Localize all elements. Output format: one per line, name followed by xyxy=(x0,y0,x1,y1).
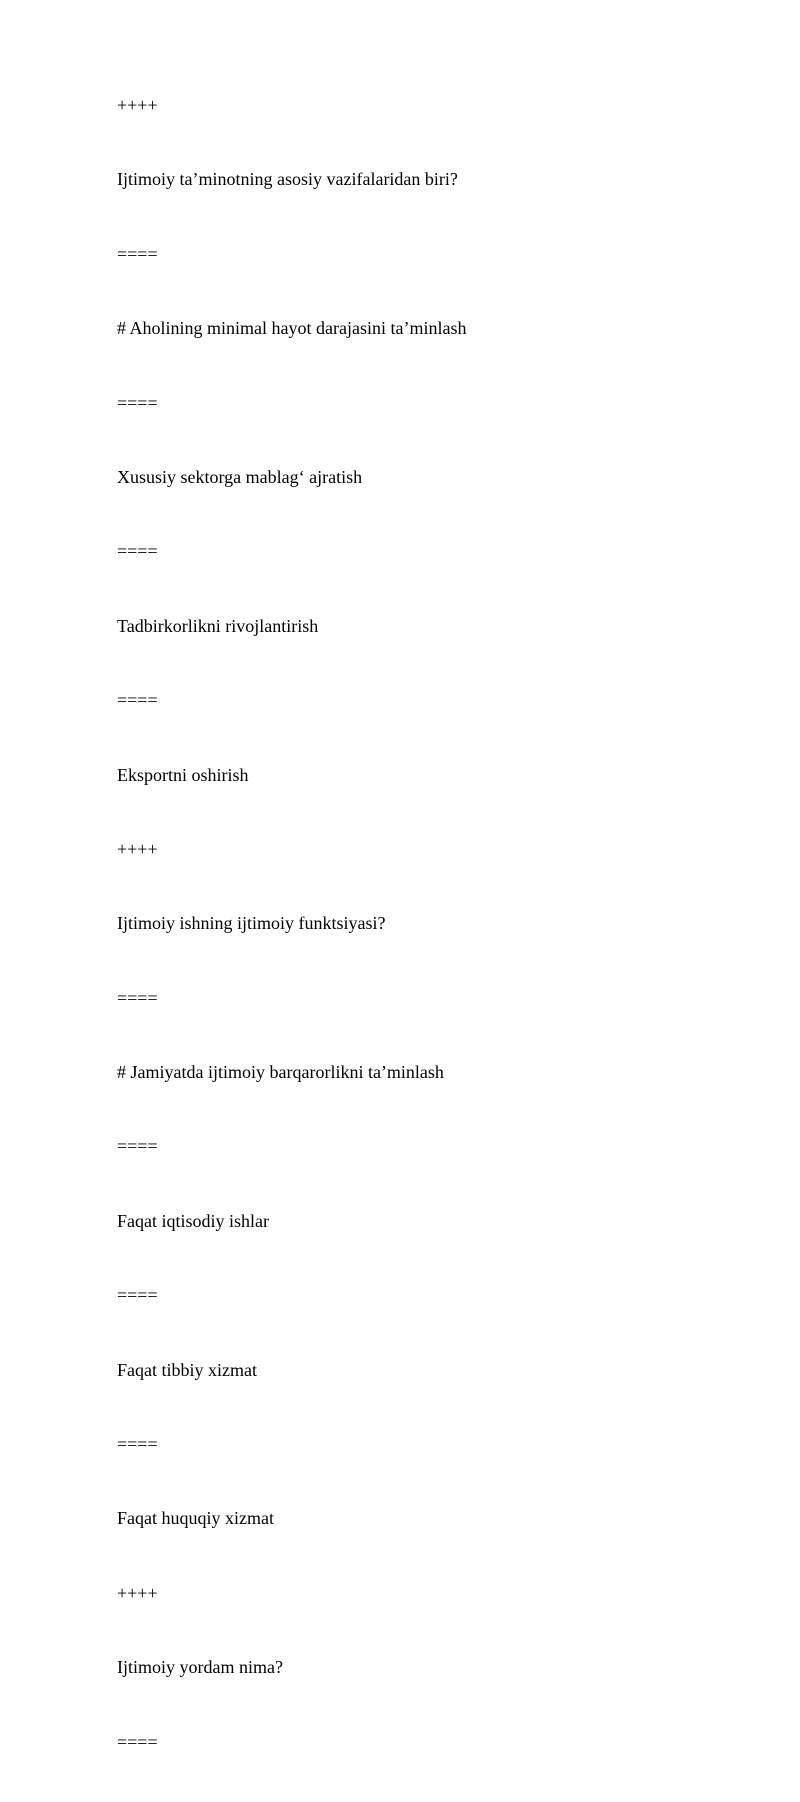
answer-option: Xususiy sektorga mablag‘ ajratish xyxy=(117,466,363,487)
question-text: Ijtimoiy ta’minotning asosiy vazifalaridan biri? xyxy=(117,169,458,190)
question-separator: ++++ xyxy=(117,1582,158,1603)
answer-option: Tadbirkorlikni rivojlantirish xyxy=(117,615,319,636)
answer-separator: ==== xyxy=(117,1285,158,1306)
answer-separator: ==== xyxy=(117,1434,158,1455)
answer-separator: ==== xyxy=(117,690,158,711)
question-text: Ijtimoiy yordam nima? xyxy=(117,1657,283,1678)
question-list xyxy=(117,91,466,1802)
answer-option: Faqat huquqiy xizmat xyxy=(117,1508,274,1529)
answer-separator: ==== xyxy=(117,1731,158,1752)
answer-separator: ==== xyxy=(117,1136,158,1157)
question-text: Ijtimoiy ishning ijtimoiy funktsiyasi? xyxy=(117,913,386,934)
correct-answer: # Aholining minimal hayot darajasini ta’minlash xyxy=(117,318,467,339)
answer-separator: ==== xyxy=(117,243,158,264)
correct-answer: # Jamiyatda ijtimoiy barqarorlikni ta’minlash xyxy=(117,1062,444,1083)
answer-option: Faqat tibbiy xizmat xyxy=(117,1359,257,1380)
answer-option: Eksportni oshirish xyxy=(117,764,249,785)
answer-option: Faqat iqtisodiy ishlar xyxy=(117,1210,269,1231)
answer-separator: ==== xyxy=(117,392,158,413)
answer-separator: ==== xyxy=(117,541,158,562)
question-separator: ++++ xyxy=(117,838,158,859)
question-separator: ++++ xyxy=(117,95,158,115)
answer-separator: ==== xyxy=(117,987,158,1008)
